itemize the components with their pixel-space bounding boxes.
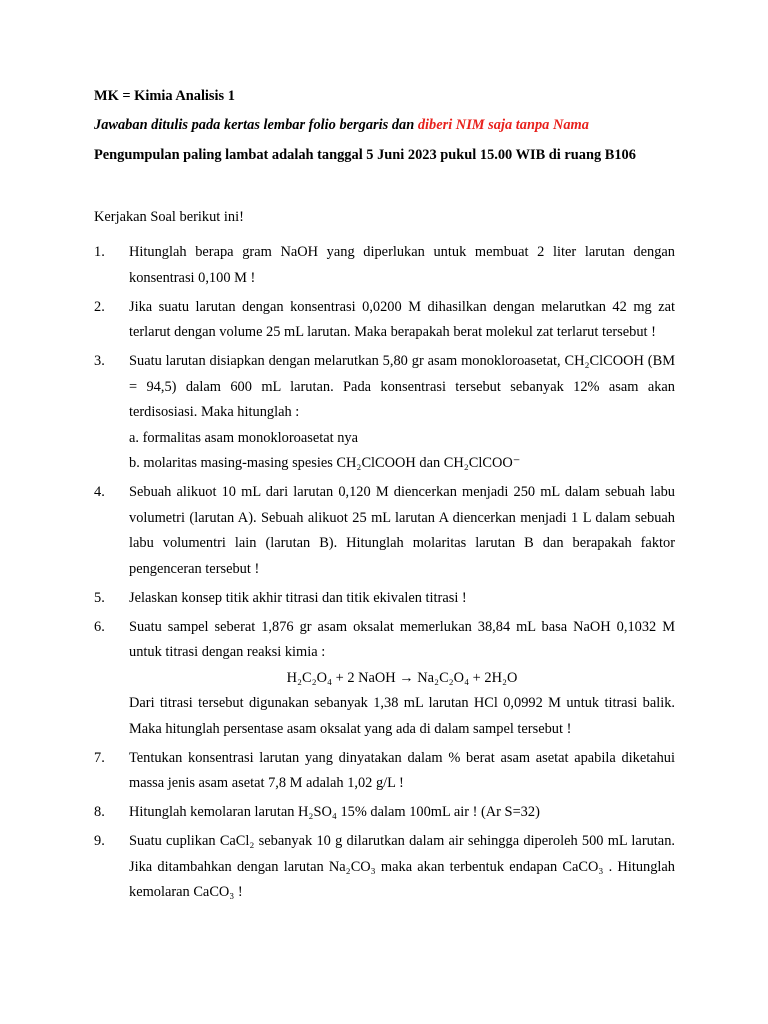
question-subitem-b: b. molaritas masing-masing spesies CH₂ClCOOH dan CH₂ClCOO⁻ [129,455,521,471]
question-number: 3. [94,353,105,369]
question-number: 9. [94,833,105,849]
question-4 [94,480,675,582]
intro-text: Kerjakan Soal berikut ini! [94,209,244,225]
question-7 [94,746,675,797]
question-number: 2. [94,298,105,315]
question-text-continued: Dari titrasi tersebut digunakan sebanyak 1,38 mL larutan HCl 0,0992 M untuk titrasi balik. Maka hitunglah persentase asam oksalat yang ada di dalam sampel tersebut ! [129,695,675,737]
question-text: Jika suatu larutan dengan konsentrasi 0,0200 M dihasilkan dengan melarutkan 42 mg zat terlarut dengan volume 25 mL larutan. Maka berapakah berat molekul zat terlarut tersebut ! [129,298,675,340]
question-text: Jelaskan konsep titik akhir titrasi dan titik ekivalen titrasi ! [129,589,467,606]
question-6 [94,615,675,743]
question-text: Tentukan konsentrasi larutan yang dinyatakan dalam % berat asam asetat apabila diketahui massa jenis asam asetat 7,8 M adalah 1,02 g/L ! [129,749,675,791]
question-8 [94,800,675,826]
course-title: MK = Kimia Analisis 1 [94,88,235,104]
question-number: 4. [94,484,105,500]
question-text: Suatu sampel seberat 1,876 gr asam oksalat memerlukan 38,84 mL basa NaOH 0,1032 M untuk titrasi dengan reaksi kimia : [129,618,675,660]
question-number: 7. [94,749,105,766]
question-subitem-a: a. formalitas asam monokloroasetat nya [129,429,358,446]
question-number: 6. [94,618,105,635]
question-number: 1. [94,244,105,260]
question-1 [94,240,675,291]
question-text: Hitunglah berapa gram NaOH yang diperlukan untuk membuat 2 liter larutan dengan konsentrasi 0,100 M ! [129,244,675,286]
answer-instruction-highlight: diberi NIM saja tanpa Nama [417,117,589,133]
question-9 [94,829,675,906]
question-text: Suatu cuplikan CaCl₂ sebanyak 10 g dilarutkan dalam air sehingga diperoleh 500 mL larutan. Jika ditambahkan dengan larutan Na₂CO₃ maka akan terbentuk endapan CaCO₃ . Hitunglah kemolaran CaCO₃ ! [129,833,675,900]
answer-instruction [94,117,589,134]
reaction-equation: H₂C₂O₄ + 2 NaOH → Na₂C₂O₄ + 2H₂O [286,669,518,686]
answer-instruction-text: Jawaban ditulis pada kertas lembar folio bergaris dan [94,117,418,133]
question-number: 8. [94,804,105,820]
deadline-note: Pengumpulan paling lambat adalah tanggal 5 Juni 2023 pukul 15.00 WIB di ruang B106 [94,147,636,163]
question-text: Suatu larutan disiapkan dengan melarutkan 5,80 gr asam monokloroasetat, CH₂ClCOOH (BM = 94,5) dalam 600 mL larutan. Pada konsentrasi tersebut sebanyak 12% asam akan terdisosiasi. Maka hitunglah : [129,353,675,420]
question-text: Sebuah alikuot 10 mL dari larutan 0,120 M diencerkan menjadi 250 mL dalam sebuah labu volumetri (larutan A). Sebuah alikuot 25 mL larutan A diencerkan menjadi 1 L dalam sebuah labu volumentri lain (larutan B). Hitunglah molaritas larutan B dan berapakah faktor pengenceran tersebut ! [129,484,675,577]
question-2 [94,295,675,346]
question-text: Hitunglah kemolaran larutan H₂SO₄ 15% dalam 100mL air ! (Ar S=32) [129,804,540,820]
question-list [94,240,675,909]
question-3 [94,349,675,477]
question-number: 5. [94,589,105,606]
question-5 [94,586,675,612]
